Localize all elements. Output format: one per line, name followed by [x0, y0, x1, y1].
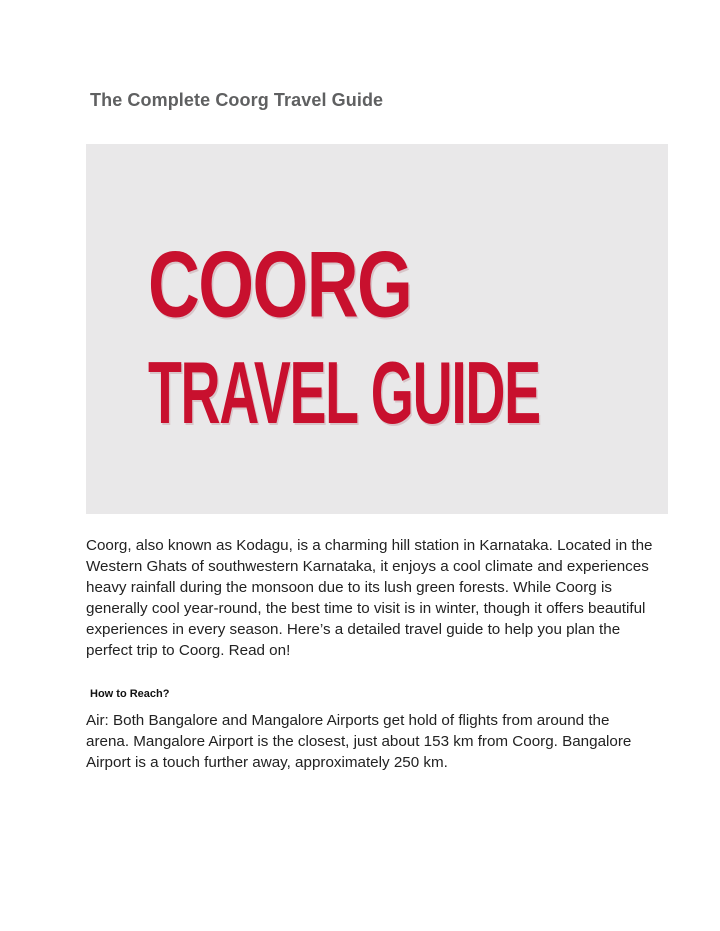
page-title: The Complete Coorg Travel Guide — [90, 90, 384, 110]
coorg-banner-image — [86, 144, 668, 514]
air-travel-paragraph: Air: Both Bangalore and Mangalore Airports get hold of flights from around the arena. Mangalore Airport is the closest, just about 153 km from Coorg. Bangalore Airport is a touch further away, approximately 250 km. — [86, 712, 632, 771]
banner-headline-coorg: COORG — [148, 233, 412, 338]
intro-paragraph: Coorg, also known as Kodagu, is a charming hill station in Karnataka. Located in the Western Ghats of southwestern Karnataka, it enjoys a cool climate and experiences heavy rainfall during the monsoon due to its lush green forests. While Coorg is generally cool year-round, the best time to visit is in winter, though it offers beautiful experiences in every season. Here’s a detailed travel guide to help you plan the perfect trip to Coorg. Read on! — [86, 537, 653, 659]
banner-headline-travel-guide: TRAVEL GUIDE — [148, 343, 540, 442]
section-heading-how-to-reach: How to Reach? — [90, 688, 170, 700]
